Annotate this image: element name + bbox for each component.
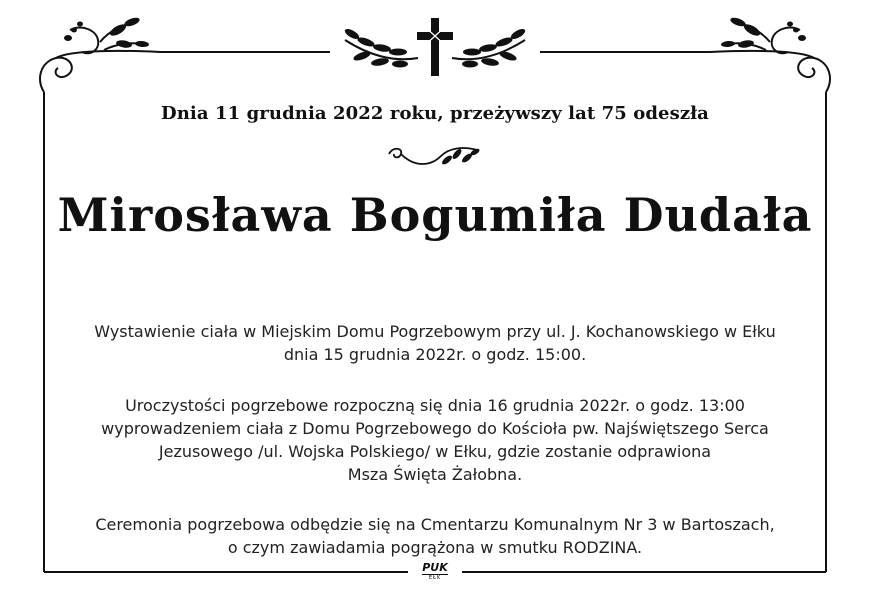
puk-logo [412, 562, 458, 584]
text-line: o czym zawiadamia pogrążona w smutku RODZINA. [227, 538, 643, 557]
text-line: Msza Święta Żałobna. [347, 465, 523, 484]
logo-line-2: EŁK [422, 574, 448, 581]
text-line: Jezusowego /ul. Wojska Polskiego/ w Ełku, gdzie zostanie odprawiona [158, 442, 712, 461]
text-line: Wystawienie ciała w Miejskim Domu Pogrzebowym przy ul. J. Kochanowskiego w Ełku [94, 322, 776, 341]
floral-divider-icon [385, 140, 485, 172]
burial-info [40, 513, 830, 559]
floral-corner-icon [710, 22, 830, 92]
floral-corner-icon [40, 22, 160, 92]
ceremony-info [40, 394, 830, 486]
logo-line-1: PUK [422, 561, 448, 574]
death-date-headline: Dnia 11 grudnia 2022 roku, przeżywszy lat 75 odeszła [161, 103, 709, 124]
text-line: Uroczystości pogrzebowe rozpoczną się dnia 16 grudnia 2022r. o godz. 13:00 [125, 396, 745, 415]
viewing-info [40, 320, 830, 366]
text-line: dnia 15 grudnia 2022r. o godz. 15:00. [283, 345, 587, 364]
deceased-name: Mirosława Bogumiła Dudała [57, 188, 813, 242]
cross-with-laurel-icon [343, 18, 526, 76]
text-line: wyprowadzeniem ciała z Domu Pogrzebowego do Kościoła pw. Najświętszego Serca [101, 419, 769, 438]
text-line: Ceremonia pogrzebowa odbędzie się na Cmentarzu Komunalnym Nr 3 w Bartoszach, [95, 515, 775, 534]
